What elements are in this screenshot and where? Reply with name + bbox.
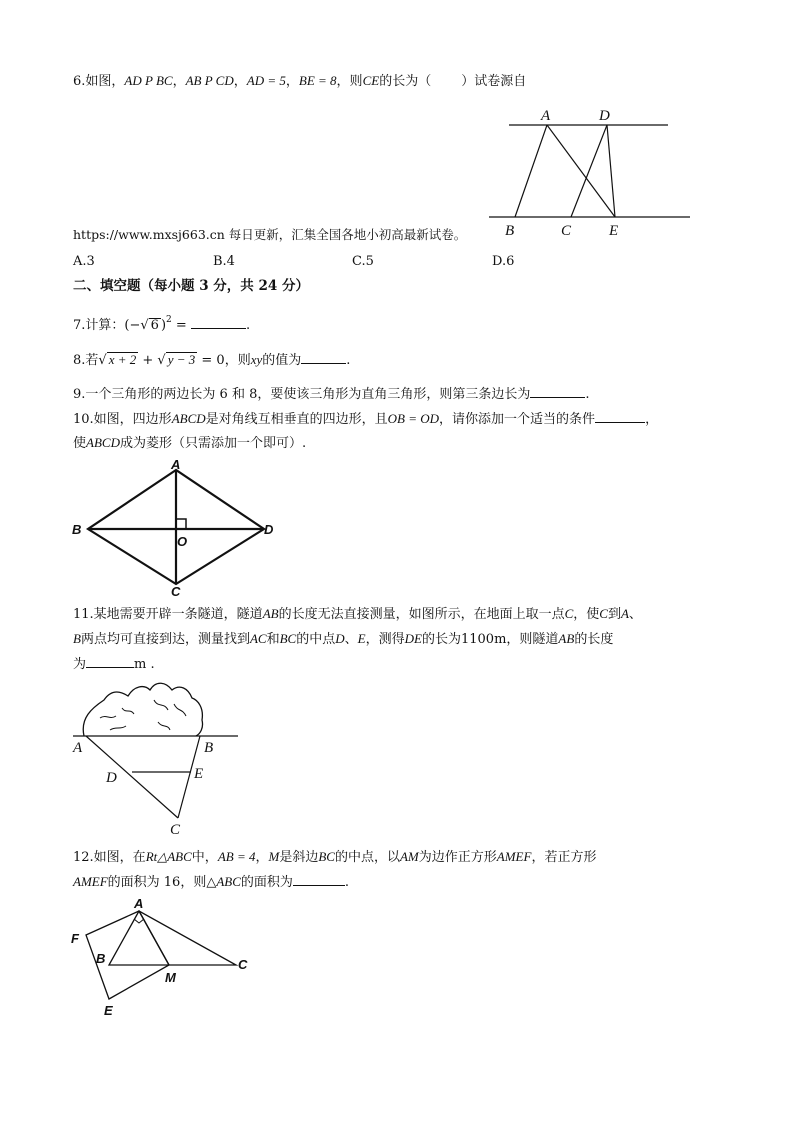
q6-label-a: A bbox=[541, 108, 551, 124]
q6-label-c: C bbox=[561, 223, 572, 239]
q10-line-1: 10.如图，四边形ABCD是对角线互相垂直的四边形，且OB = OD，请你添加一个适当的条件 ， bbox=[73, 411, 659, 427]
q10-label-a: A bbox=[171, 457, 181, 472]
q12-label-a: A bbox=[134, 896, 144, 911]
q11-line-2: B两点均可直接到达，测量找到AC和BC的中点D、E，测得DE的长为1100m，则隧道AB的长度 bbox=[73, 631, 614, 647]
q11-label-c: C bbox=[170, 822, 181, 838]
q6-label-e: E bbox=[609, 223, 619, 239]
q6-figure bbox=[485, 100, 695, 240]
q10-line-2: 使ABCD成为菱形（只需添加一个即可）. bbox=[73, 435, 307, 451]
q10-answer-blank[interactable] bbox=[595, 410, 645, 423]
q8-radicand-1: x + 2 bbox=[108, 352, 137, 367]
q6-math-1: AD P BC bbox=[124, 73, 173, 88]
q6-choice-c: C.5 bbox=[352, 254, 374, 269]
q6-choice-d: D.6 bbox=[492, 254, 515, 269]
section-heading: 二、填空题（每小题 3 分，共 24 分） bbox=[73, 278, 309, 294]
q6-label-d: D bbox=[599, 108, 610, 124]
q7-stem: 7.计算：(−√ 6 )$^2$ = . bbox=[73, 315, 251, 333]
q8-answer-blank[interactable] bbox=[301, 351, 346, 364]
q11-line-1: 11.某地需要开辟一条隧道，隧道AB的长度无法直接测量，如图所示，在地面上取一点C，使C到A、 bbox=[73, 606, 642, 622]
q6-math-5: CE bbox=[362, 73, 380, 88]
q11-label-b: B bbox=[204, 740, 214, 756]
q12-label-e: E bbox=[104, 1003, 113, 1018]
q8-stem: 8.若√ x + 2 + √ y − 3 = 0，则xy的值为 . bbox=[73, 352, 351, 368]
q11-line-3: 为 m . bbox=[73, 657, 155, 672]
q7-exponent: 2 bbox=[166, 315, 172, 325]
q7-answer-blank[interactable] bbox=[191, 316, 246, 329]
q12-label-m: M bbox=[165, 970, 176, 985]
q10-label-d: D bbox=[264, 522, 274, 537]
q9-stem: 9.一个三角形的两边长为 6 和 8，要使该三角形为直角三角形，则第三条边长为 . bbox=[73, 387, 590, 402]
q11-answer-blank[interactable] bbox=[86, 655, 134, 668]
q12-line-2: AMEF的面积为 16，则△ABC的面积为 . bbox=[73, 874, 350, 890]
q12-label-b: B bbox=[96, 951, 106, 966]
q10-label-c: C bbox=[171, 584, 181, 599]
q8-radicand-2: y − 3 bbox=[167, 352, 196, 367]
q10-figure bbox=[70, 458, 280, 598]
q6-label-b: B bbox=[505, 223, 515, 239]
q11-label-a: A bbox=[73, 740, 83, 756]
q6-math-2: AB P CD bbox=[185, 73, 234, 88]
q12-label-c: C bbox=[238, 957, 248, 972]
q12-line-1: 12.如图，在Rt△ABC中，AB = 4，M是斜边BC的中点，以AM为边作正方形AMEF，若正方形 bbox=[73, 849, 597, 865]
q12-figure bbox=[66, 893, 266, 1018]
q11-label-d: D bbox=[106, 770, 117, 786]
q12-label-f: F bbox=[71, 931, 79, 946]
q6-choice-a: A.3 bbox=[73, 254, 95, 269]
q6-watermark: https://www.mxsj663.cn 每日更新，汇集全国各地小初高最新试卷。 bbox=[73, 227, 467, 242]
q10-label-o: O bbox=[177, 534, 188, 549]
q7-radicand: 6 bbox=[150, 318, 159, 333]
q11-figure bbox=[70, 678, 245, 838]
q11-label-e: E bbox=[194, 766, 204, 782]
q12-answer-blank[interactable] bbox=[293, 873, 345, 886]
q8-var: xy bbox=[250, 352, 263, 367]
q10-label-b: B bbox=[72, 522, 82, 537]
q6-math-3: AD = 5 bbox=[246, 73, 286, 88]
q9-answer-blank[interactable] bbox=[530, 385, 585, 398]
q6-stem: 6.如图，AD P BC，AB P CD，AD = 5，BE = 8，则CE的长为（ ）试卷源自 bbox=[73, 73, 527, 89]
q6-math-4: BE = 8 bbox=[298, 73, 337, 88]
q6-choice-b: B.4 bbox=[213, 254, 235, 269]
